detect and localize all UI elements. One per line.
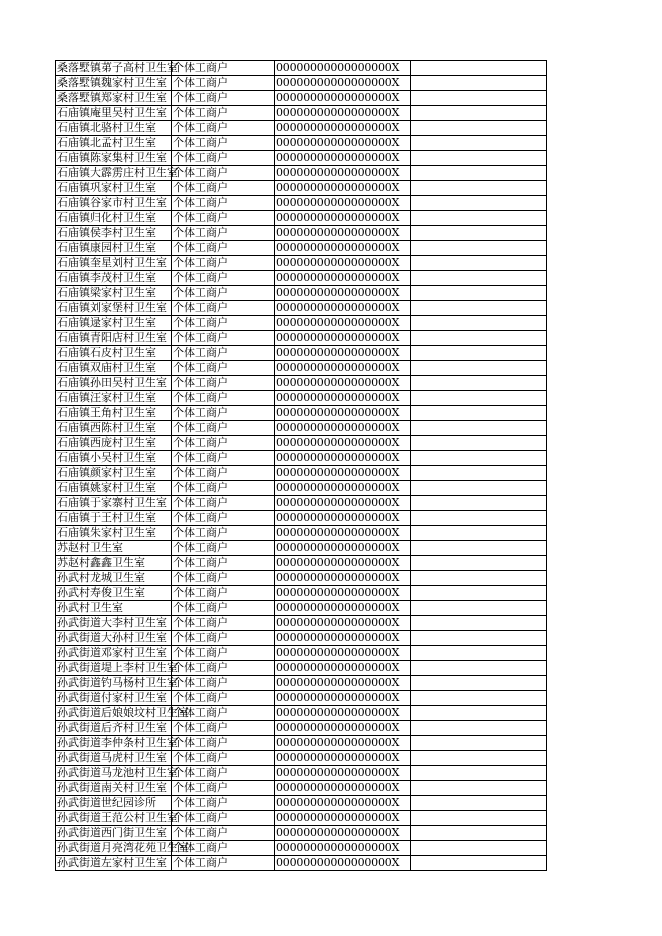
cell-org-name[interactable]: 石庙镇石皮村卫生室	[56, 346, 172, 361]
cell-org-name[interactable]: 孙武街道左家村卫生室	[56, 856, 172, 871]
cell-credit-code[interactable]: 00000000000000000X	[275, 316, 411, 331]
table-row	[56, 586, 547, 601]
cell-credit-code[interactable]: 00000000000000000X	[275, 271, 411, 286]
cell-credit-code[interactable]: 00000000000000000X	[275, 751, 411, 766]
cell-org-type[interactable]: 个体工商户	[172, 361, 275, 376]
cell-org-type[interactable]: 个体工商户	[172, 406, 275, 421]
cell-credit-code[interactable]: 00000000000000000X	[275, 61, 411, 76]
cell-org-type[interactable]: 个体工商户	[172, 106, 275, 121]
cell-extra[interactable]	[411, 661, 547, 676]
table-row	[56, 556, 547, 571]
cell-org-name[interactable]: 石庙镇双庙村卫生室	[56, 361, 172, 376]
cell-extra[interactable]	[411, 346, 547, 361]
cell-credit-code[interactable]: 00000000000000000X	[275, 691, 411, 706]
cell-org-name[interactable]: 石庙镇李茂村卫生室	[56, 271, 172, 286]
cell-org-name[interactable]: 石庙镇朱家村卫生室	[56, 526, 172, 541]
cell-extra[interactable]	[411, 736, 547, 751]
cell-org-type[interactable]: 个体工商户	[172, 616, 275, 631]
cell-org-name[interactable]: 石庙镇庵里吴村卫生室	[56, 106, 172, 121]
cell-credit-code[interactable]: 00000000000000000X	[275, 721, 411, 736]
cell-org-type[interactable]: 个体工商户	[172, 556, 275, 571]
table-row	[56, 616, 547, 631]
table-row	[56, 346, 547, 361]
cell-extra[interactable]	[411, 271, 547, 286]
cell-credit-code[interactable]: 00000000000000000X	[275, 706, 411, 721]
cell-org-type[interactable]: 个体工商户	[172, 286, 275, 301]
cell-extra[interactable]	[411, 826, 547, 841]
cell-org-name[interactable]: 桑落墅镇魏家村卫生室	[56, 76, 172, 91]
cell-extra[interactable]	[411, 196, 547, 211]
cell-extra[interactable]	[411, 841, 547, 856]
table-row	[56, 631, 547, 646]
cell-credit-code[interactable]: 00000000000000000X	[275, 106, 411, 121]
cell-credit-code[interactable]: 00000000000000000X	[275, 226, 411, 241]
cell-credit-code[interactable]: 00000000000000000X	[275, 661, 411, 676]
cell-credit-code[interactable]: 00000000000000000X	[275, 526, 411, 541]
cell-org-name[interactable]: 苏赵村鑫鑫卫生室	[56, 556, 172, 571]
cell-extra[interactable]	[411, 241, 547, 256]
cell-org-type[interactable]: 个体工商户	[172, 841, 275, 856]
cell-credit-code[interactable]: 00000000000000000X	[275, 556, 411, 571]
cell-credit-code[interactable]: 00000000000000000X	[275, 421, 411, 436]
cell-extra[interactable]	[411, 76, 547, 91]
cell-credit-code[interactable]: 00000000000000000X	[275, 676, 411, 691]
cell-org-type[interactable]: 个体工商户	[172, 421, 275, 436]
table-row	[56, 706, 547, 721]
table-row	[56, 241, 547, 256]
cell-extra[interactable]	[411, 61, 547, 76]
cell-org-type[interactable]: 个体工商户	[172, 196, 275, 211]
cell-extra[interactable]	[411, 481, 547, 496]
cell-org-name[interactable]: 石庙镇北孟村卫生室	[56, 136, 172, 151]
cell-org-type[interactable]: 个体工商户	[172, 811, 275, 826]
cell-org-name[interactable]: 孙武街道马虎村卫生室	[56, 751, 172, 766]
table-row	[56, 811, 547, 826]
table-row	[56, 826, 547, 841]
cell-extra[interactable]	[411, 616, 547, 631]
cell-credit-code[interactable]: 00000000000000000X	[275, 361, 411, 376]
cell-credit-code[interactable]: 00000000000000000X	[275, 466, 411, 481]
table-row	[56, 226, 547, 241]
table-row	[56, 436, 547, 451]
cell-extra[interactable]	[411, 586, 547, 601]
table-row	[56, 736, 547, 751]
cell-extra[interactable]	[411, 511, 547, 526]
cell-credit-code[interactable]: 00000000000000000X	[275, 331, 411, 346]
cell-org-name[interactable]: 桑落墅镇郑家村卫生室	[56, 91, 172, 106]
cell-extra[interactable]	[411, 106, 547, 121]
table-row	[56, 151, 547, 166]
cell-credit-code[interactable]: 00000000000000000X	[275, 346, 411, 361]
cell-extra[interactable]	[411, 526, 547, 541]
cell-org-type[interactable]: 个体工商户	[172, 586, 275, 601]
cell-extra[interactable]	[411, 91, 547, 106]
cell-extra[interactable]	[411, 856, 547, 871]
cell-extra[interactable]	[411, 376, 547, 391]
table-body	[56, 61, 547, 871]
cell-extra[interactable]	[411, 451, 547, 466]
cell-org-type[interactable]: 个体工商户	[172, 736, 275, 751]
cell-org-type[interactable]: 个体工商户	[172, 481, 275, 496]
cell-extra[interactable]	[411, 706, 547, 721]
cell-credit-code[interactable]: 00000000000000000X	[275, 541, 411, 556]
cell-credit-code[interactable]: 00000000000000000X	[275, 151, 411, 166]
cell-credit-code[interactable]: 00000000000000000X	[275, 121, 411, 136]
cell-extra[interactable]	[411, 331, 547, 346]
cell-credit-code[interactable]: 00000000000000000X	[275, 181, 411, 196]
table-row	[56, 121, 547, 136]
cell-org-name[interactable]: 石庙镇陈家集村卫生室	[56, 151, 172, 166]
cell-org-type[interactable]: 个体工商户	[172, 721, 275, 736]
cell-credit-code[interactable]: 00000000000000000X	[275, 571, 411, 586]
cell-org-name[interactable]: 石庙镇康园村卫生室	[56, 241, 172, 256]
table-row	[56, 286, 547, 301]
cell-org-type[interactable]: 个体工商户	[172, 226, 275, 241]
table-row	[56, 391, 547, 406]
table-row	[56, 751, 547, 766]
table-row	[56, 91, 547, 106]
cell-credit-code[interactable]: 00000000000000000X	[275, 796, 411, 811]
cell-extra[interactable]	[411, 166, 547, 181]
cell-org-name[interactable]: 石庙镇北骆村卫生室	[56, 121, 172, 136]
cell-extra[interactable]	[411, 646, 547, 661]
table-row	[56, 646, 547, 661]
cell-org-name[interactable]: 石庙镇王角村卫生室	[56, 406, 172, 421]
cell-credit-code[interactable]: 00000000000000000X	[275, 91, 411, 106]
cell-extra[interactable]	[411, 466, 547, 481]
cell-org-name[interactable]: 石庙镇西庞村卫生室	[56, 436, 172, 451]
cell-credit-code[interactable]: 00000000000000000X	[275, 781, 411, 796]
cell-credit-code[interactable]: 00000000000000000X	[275, 166, 411, 181]
cell-org-type[interactable]: 个体工商户	[172, 346, 275, 361]
cell-credit-code[interactable]: 00000000000000000X	[275, 241, 411, 256]
table-row	[56, 181, 547, 196]
cell-org-name[interactable]: 孙武街道后齐村卫生室	[56, 721, 172, 736]
cell-org-type[interactable]: 个体工商户	[172, 376, 275, 391]
table-row	[56, 361, 547, 376]
cell-extra[interactable]	[411, 406, 547, 421]
cell-org-name[interactable]: 孙武街道马龙池村卫生室	[57, 766, 178, 779]
cell-credit-code[interactable]: 00000000000000000X	[275, 301, 411, 316]
cell-org-type[interactable]: 个体工商户	[172, 571, 275, 586]
cell-org-name[interactable]: 桑落墅镇苐子高村卫生室	[57, 61, 178, 74]
cell-org-type[interactable]: 个体工商户	[172, 76, 275, 91]
table-row	[56, 301, 547, 316]
table-row	[56, 256, 547, 271]
cell-org-name[interactable]: 孙武街道大孙村卫生室	[56, 631, 172, 646]
cell-extra[interactable]	[411, 541, 547, 556]
cell-credit-code[interactable]: 00000000000000000X	[275, 256, 411, 271]
cell-org-name[interactable]: 石庙镇逯家村卫生室	[56, 316, 172, 331]
table-row	[56, 166, 547, 181]
cell-org-name[interactable]: 孙武街道后娘娘坟村卫生室	[57, 706, 189, 719]
cell-extra[interactable]	[411, 211, 547, 226]
table-row	[56, 136, 547, 151]
cell-org-name[interactable]: 孙武街道王范公村卫生室	[57, 811, 178, 824]
table-row	[56, 766, 547, 781]
cell-org-type[interactable]: 个体工商户	[172, 511, 275, 526]
cell-credit-code[interactable]: 00000000000000000X	[275, 196, 411, 211]
cell-credit-code[interactable]: 00000000000000000X	[275, 766, 411, 781]
cell-org-name[interactable]: 孙武村寿俊卫生室	[56, 586, 172, 601]
cell-org-name[interactable]: 孙武街道世纪园诊所	[56, 796, 172, 811]
cell-extra[interactable]	[411, 421, 547, 436]
cell-org-type[interactable]: 个体工商户	[172, 316, 275, 331]
cell-org-type[interactable]: 个体工商户	[172, 151, 275, 166]
cell-extra[interactable]	[411, 316, 547, 331]
table-row	[56, 721, 547, 736]
cell-org-type[interactable]: 个体工商户	[172, 826, 275, 841]
table-row	[56, 841, 547, 856]
cell-org-name[interactable]: 石庙镇巩家村卫生室	[56, 181, 172, 196]
cell-org-name[interactable]: 石庙镇于家寨村卫生室	[56, 496, 172, 511]
cell-credit-code[interactable]: 00000000000000000X	[275, 451, 411, 466]
cell-extra[interactable]	[411, 151, 547, 166]
cell-org-type[interactable]: 个体工商户	[172, 256, 275, 271]
table-row	[56, 196, 547, 211]
cell-credit-code[interactable]: 00000000000000000X	[275, 481, 411, 496]
cell-credit-code[interactable]: 00000000000000000X	[275, 391, 411, 406]
cell-org-type[interactable]: 个体工商户	[172, 526, 275, 541]
cell-credit-code[interactable]: 00000000000000000X	[275, 211, 411, 226]
cell-credit-code[interactable]: 00000000000000000X	[275, 586, 411, 601]
cell-credit-code[interactable]: 00000000000000000X	[275, 646, 411, 661]
cell-extra[interactable]	[411, 391, 547, 406]
cell-org-name[interactable]: 石庙镇姚家村卫生室	[56, 481, 172, 496]
table-row	[56, 661, 547, 676]
table-row	[56, 781, 547, 796]
cell-org-type[interactable]: 个体工商户	[172, 61, 275, 76]
cell-org-type[interactable]: 个体工商户	[172, 631, 275, 646]
table-row	[56, 331, 547, 346]
cell-org-name[interactable]: 石庙镇奎星刘村卫生室	[56, 256, 172, 271]
cell-org-name[interactable]: 孙武村龙城卫生室	[56, 571, 172, 586]
cell-credit-code[interactable]: 00000000000000000X	[275, 136, 411, 151]
cell-org-type[interactable]: 个体工商户	[172, 706, 275, 721]
cell-extra[interactable]	[411, 496, 547, 511]
cell-org-type[interactable]: 个体工商户	[172, 391, 275, 406]
table-row	[56, 316, 547, 331]
cell-extra[interactable]	[411, 256, 547, 271]
cell-credit-code[interactable]: 00000000000000000X	[275, 856, 411, 871]
cell-credit-code[interactable]: 00000000000000000X	[275, 376, 411, 391]
cell-credit-code[interactable]: 00000000000000000X	[275, 436, 411, 451]
cell-credit-code[interactable]: 00000000000000000X	[275, 631, 411, 646]
cell-extra[interactable]	[411, 601, 547, 616]
cell-org-type[interactable]: 个体工商户	[172, 436, 275, 451]
cell-org-name[interactable]: 石庙镇孙田吴村卫生室	[56, 376, 172, 391]
cell-org-name[interactable]: 石庙镇侯李村卫生室	[56, 226, 172, 241]
cell-credit-code[interactable]: 00000000000000000X	[275, 286, 411, 301]
cell-org-name[interactable]: 苏赵村卫生室	[56, 541, 172, 556]
cell-org-name[interactable]: 孙武街道付家村卫生室	[56, 691, 172, 706]
cell-credit-code[interactable]: 00000000000000000X	[275, 76, 411, 91]
cell-org-name[interactable]: 孙武街道李仲条村卫生室	[57, 736, 178, 749]
table-row	[56, 676, 547, 691]
cell-org-name[interactable]: 孙武街道西门街卫生室	[56, 826, 172, 841]
cell-org-type[interactable]: 个体工商户	[172, 181, 275, 196]
cell-org-name[interactable]: 石庙镇梁家村卫生室	[56, 286, 172, 301]
table-row	[56, 796, 547, 811]
table-row	[56, 271, 547, 286]
cell-org-type[interactable]: 个体工商户	[172, 856, 275, 871]
cell-org-type[interactable]: 个体工商户	[172, 781, 275, 796]
table-row	[56, 601, 547, 616]
cell-org-name[interactable]: 孙武街道大李村卫生室	[56, 616, 172, 631]
cell-extra[interactable]	[411, 781, 547, 796]
cell-org-type[interactable]: 个体工商户	[172, 166, 275, 181]
cell-org-name[interactable]: 石庙镇归化村卫生室	[56, 211, 172, 226]
cell-org-type[interactable]: 个体工商户	[172, 466, 275, 481]
cell-extra[interactable]	[411, 631, 547, 646]
cell-credit-code[interactable]: 00000000000000000X	[275, 511, 411, 526]
cell-org-type[interactable]: 个体工商户	[172, 241, 275, 256]
cell-extra[interactable]	[411, 556, 547, 571]
cell-org-type[interactable]: 个体工商户	[172, 136, 275, 151]
cell-extra[interactable]	[411, 796, 547, 811]
cell-org-type[interactable]: 个体工商户	[172, 766, 275, 781]
table-row	[56, 61, 547, 76]
cell-credit-code[interactable]: 00000000000000000X	[275, 811, 411, 826]
cell-org-type[interactable]: 个体工商户	[172, 661, 275, 676]
table-row	[56, 571, 547, 586]
cell-org-type[interactable]: 个体工商户	[172, 646, 275, 661]
table-row	[56, 526, 547, 541]
cell-extra[interactable]	[411, 121, 547, 136]
cell-org-type[interactable]: 个体工商户	[172, 676, 275, 691]
cell-extra[interactable]	[411, 721, 547, 736]
cell-org-type[interactable]: 个体工商户	[172, 451, 275, 466]
cell-org-type[interactable]: 个体工商户	[172, 331, 275, 346]
cell-org-name[interactable]: 石庙镇西陈村卫生室	[56, 421, 172, 436]
cell-org-name[interactable]: 石庙镇颜家村卫生室	[56, 466, 172, 481]
cell-org-name[interactable]: 孙武街道钓马杨村卫生室	[57, 676, 178, 689]
cell-org-name[interactable]: 孙武街道月亮湾花苑卫生室	[57, 841, 189, 854]
table-row	[56, 211, 547, 226]
cell-extra[interactable]	[411, 571, 547, 586]
table-row	[56, 406, 547, 421]
cell-org-name[interactable]: 石庙镇于王村卫生室	[56, 511, 172, 526]
cell-org-name[interactable]: 石庙镇大霹雳庄村卫生室	[57, 166, 178, 179]
cell-credit-code[interactable]: 00000000000000000X	[275, 496, 411, 511]
cell-extra[interactable]	[411, 301, 547, 316]
cell-credit-code[interactable]: 00000000000000000X	[275, 616, 411, 631]
cell-org-name[interactable]: 石庙镇谷家市村卫生室	[56, 196, 172, 211]
cell-org-name[interactable]: 石庙镇刘家堡村卫生室	[56, 301, 172, 316]
table-row	[56, 481, 547, 496]
cell-extra[interactable]	[411, 766, 547, 781]
cell-org-name[interactable]: 石庙镇汪家村卫生室	[56, 391, 172, 406]
cell-credit-code[interactable]: 00000000000000000X	[275, 601, 411, 616]
cell-extra[interactable]	[411, 436, 547, 451]
table-row	[56, 76, 547, 91]
table-row	[56, 106, 547, 121]
table-row	[56, 541, 547, 556]
cell-extra[interactable]	[411, 811, 547, 826]
cell-extra[interactable]	[411, 181, 547, 196]
cell-org-name[interactable]: 孙武街道邓家村卫生室	[56, 646, 172, 661]
cell-org-name[interactable]: 石庙镇小吴村卫生室	[56, 451, 172, 466]
cell-credit-code[interactable]: 00000000000000000X	[275, 736, 411, 751]
table-row	[56, 466, 547, 481]
table-row	[56, 376, 547, 391]
cell-org-type[interactable]: 个体工商户	[172, 211, 275, 226]
cell-org-type[interactable]: 个体工商户	[172, 121, 275, 136]
cell-org-type[interactable]: 个体工商户	[172, 271, 275, 286]
cell-credit-code[interactable]: 00000000000000000X	[275, 841, 411, 856]
cell-org-name[interactable]: 石庙镇青阳店村卫生室	[56, 331, 172, 346]
table-row	[56, 451, 547, 466]
cell-org-type[interactable]: 个体工商户	[172, 691, 275, 706]
cell-extra[interactable]	[411, 751, 547, 766]
table-row	[56, 496, 547, 511]
cell-org-name[interactable]: 孙武村卫生室	[56, 601, 172, 616]
cell-org-name[interactable]: 孙武街道南关村卫生室	[56, 781, 172, 796]
cell-extra[interactable]	[411, 691, 547, 706]
table-row	[56, 421, 547, 436]
cell-org-type[interactable]: 个体工商户	[172, 751, 275, 766]
cell-credit-code[interactable]: 00000000000000000X	[275, 406, 411, 421]
cell-credit-code[interactable]: 00000000000000000X	[275, 826, 411, 841]
table-row	[56, 691, 547, 706]
table-row	[56, 511, 547, 526]
cell-extra[interactable]	[411, 286, 547, 301]
cell-org-name[interactable]: 孙武街道堤上李村卫生室	[57, 661, 178, 674]
cell-org-type[interactable]: 个体工商户	[172, 601, 275, 616]
cell-extra[interactable]	[411, 136, 547, 151]
cell-extra[interactable]	[411, 226, 547, 241]
table-row	[56, 856, 547, 871]
cell-extra[interactable]	[411, 676, 547, 691]
spreadsheet-table	[55, 60, 547, 871]
cell-org-type[interactable]: 个体工商户	[172, 91, 275, 106]
cell-org-type[interactable]: 个体工商户	[172, 301, 275, 316]
cell-org-type[interactable]: 个体工商户	[172, 796, 275, 811]
cell-org-type[interactable]: 个体工商户	[172, 541, 275, 556]
cell-org-type[interactable]: 个体工商户	[172, 496, 275, 511]
cell-extra[interactable]	[411, 361, 547, 376]
